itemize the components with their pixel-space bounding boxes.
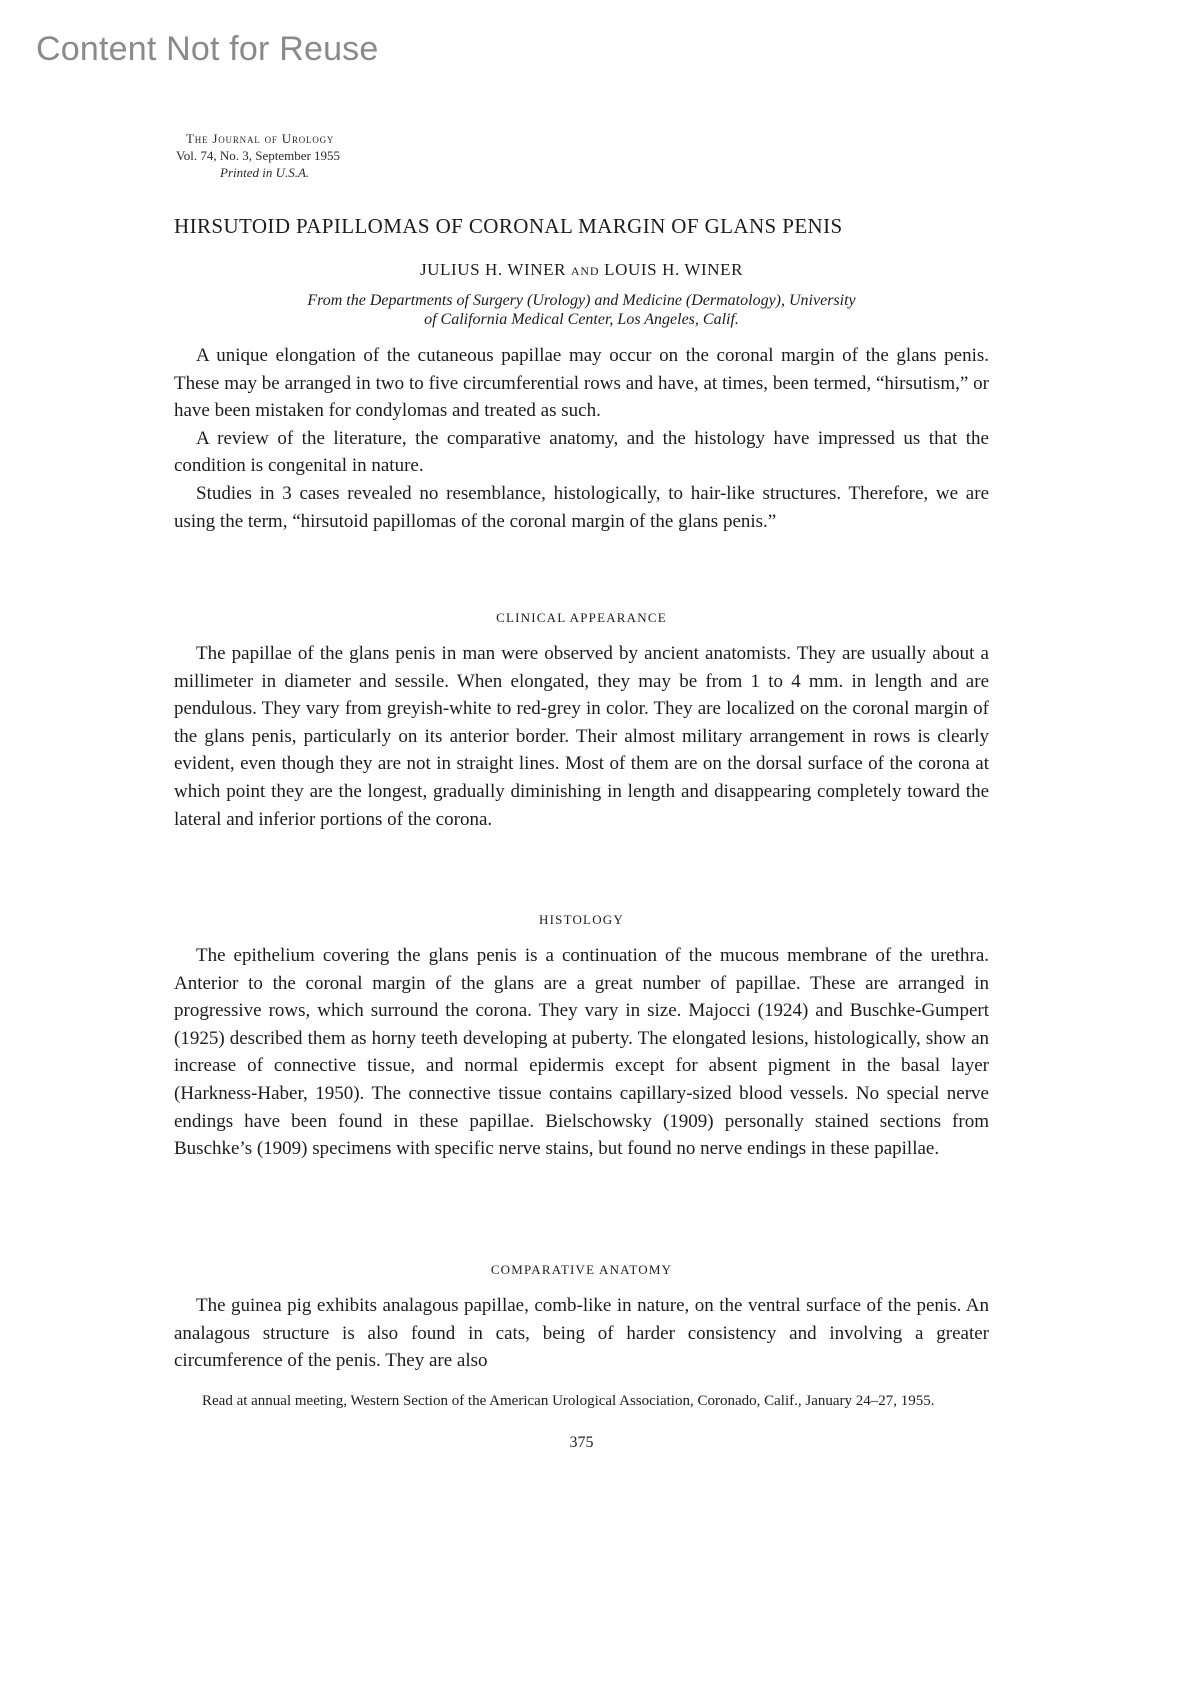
section-heading: COMPARATIVE ANATOMY [490, 1262, 673, 1277]
section-heading: CLINICAL APPEARANCE [496, 610, 667, 625]
paragraph: A unique elongation of the cutaneous papillae may occur on the coronal margin of the glans penis. These may be arranged in two to five circumferential rows and have, at times, been termed, “hirsutism,” or have been mistaken for condylomas and treated as such. [174, 345, 989, 422]
paragraph: The papillae of the glans penis in man were observed by ancient anatomists. They are usually about a millimeter in diameter and sessile. When elongated, they may be from 1 to 4 mm. in length and are pendulous. They vary from greyish-white to red-grey in color. They are localized on the coronal margin of the glans penis, particularly on its anterior border. Their almost military arrangement in rows is clearly evident, even though they are not in straight lines. Most of them are on the dorsal surface of the corona at which point they are the longest, gradually diminishing in length and disappearing completely toward the lateral and inferior portions of the corona. [174, 643, 989, 830]
article-authors [174, 260, 989, 280]
article-title: HIRSUTOID PAPILLOMAS OF CORONAL MARGIN OF GLANS PENIS [174, 214, 843, 238]
journal-printed: Printed in U.S.A. [220, 165, 310, 180]
histology-section [174, 942, 989, 1163]
watermark: Content Not for Reuse [36, 30, 379, 68]
journal-volume: Vol. 74, No. 3, September 1955 [176, 148, 341, 163]
journal-header [176, 130, 340, 181]
journal-name: The Journal of Urology [186, 131, 335, 146]
intro-section [174, 342, 989, 535]
affiliation-line: of California Medical Center, Los Angeles, Calif. [424, 311, 739, 328]
section-heading: HISTOLOGY [539, 912, 624, 927]
paragraph: The epithelium covering the glans penis is a continuation of the mucous membrane of the urethra. Anterior to the coronal margin of the glans are a great number of papillae. These are arranged in progressive rows, which surround the corona. They vary in size. Majocci (1924) and Buschke-Gumpert (1925) described them as horny teeth developing at puberty. The elongated lesions, histologically, show an increase of connective tissue, and normal epidermis except for absent pigment in the basal layer (Harkness-Haber, 1950). The connective tissue contains capillary-sized blood vessels. No special nerve endings have been found in these papillae. Bielschowsky (1909) personally stained sections from Buschke’s (1909) specimens with specific nerve stains, but found no nerve endings in these papillae. [174, 945, 989, 1160]
paragraph: The guinea pig exhibits analagous papillae, comb-like in nature, on the ventral surface of the penis. An analagous structure is also found in cats, being of harder consistency and involving a greater circumference of the penis. They are also [174, 1295, 989, 1372]
author-second: LOUIS H. WINER [604, 260, 744, 279]
footnote [174, 1392, 989, 1410]
paragraph: Studies in 3 cases revealed no resemblance, histologically, to hair-like structures. Therefore, we are using the term, “hirsutoid papillomas of the coronal margin of the glans penis.” [174, 482, 989, 532]
affiliation-line: From the Departments of Surgery (Urology) and Medicine (Dermatology), University [307, 292, 856, 309]
comparative-section [174, 1292, 989, 1375]
clinical-section [174, 640, 989, 833]
author-first: JULIUS H. WINER [419, 260, 567, 279]
page-number: 375 [569, 1434, 594, 1451]
author-conjunction: AND [570, 264, 600, 278]
footnote-text: Read at annual meeting, Western Section of the American Urological Association, Coronado, Calif., January 24–27, 1955. [202, 1393, 935, 1409]
paragraph: A review of the literature, the comparative anatomy, and the histology have impressed us that the condition is congenital in nature. [174, 427, 989, 477]
article-affiliation [174, 291, 989, 329]
